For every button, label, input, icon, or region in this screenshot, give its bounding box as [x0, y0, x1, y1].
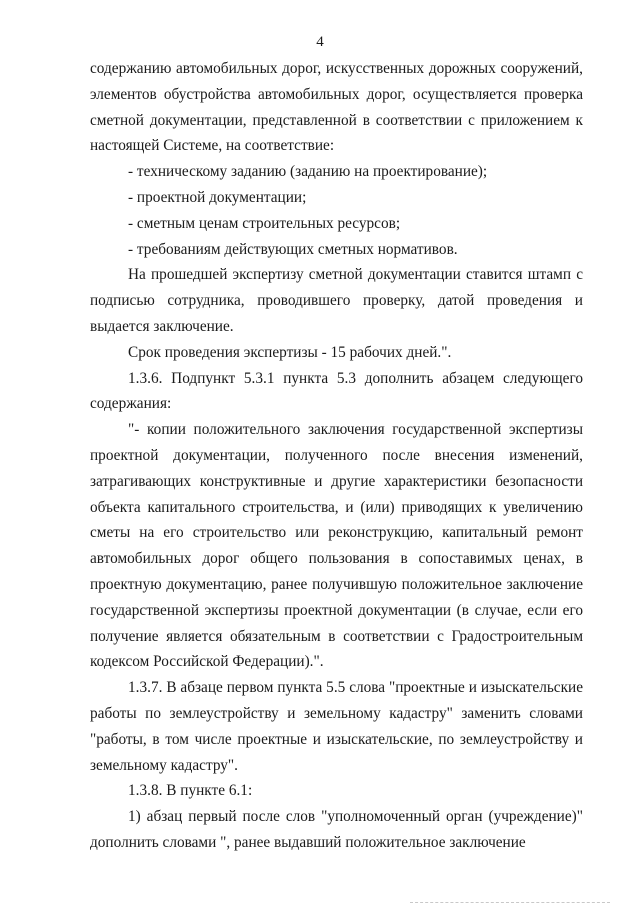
paragraph-1-3-8: 1.3.8. В пункте 6.1: — [128, 782, 253, 800]
paragraph-stamp: На прошедшей экспертизу сметной документации ставится штамп с подписью сотрудника, проводившего проверку, датой проведения и выдается заключение. — [90, 266, 583, 335]
list-item: - техническому заданию (заданию на проектирование); — [128, 163, 488, 181]
paragraph-1-3-6: 1.3.6. Подпункт 5.3.1 пункта 5.3 дополнить абзацем следующего содержания: — [90, 369, 583, 413]
paragraph-item-1: 1) абзац первый после слов "уполномоченный орган (учреждение)" дополнить словами ", ранее выдавший положительное заключение — [90, 808, 583, 851]
scan-edge-marks — [410, 899, 610, 903]
page-number: 4 — [316, 34, 324, 50]
list-item: - сметным ценам строительных ресурсов; — [128, 214, 401, 232]
paragraph-quoted-addition: "- копии положительного заключения государственной экспертизы проектной документации, полученного после внесения изменений, затрагивающих конструктивные и другие характеристики безопасности объекта капитального строительства, и (или) приводящих к увеличению сметы на его строительство или реконструкцию, капитальный ремонт автомобильных дорог общего пользования в сопоставимых ценах, в проектную документацию, ранее получившую положительное заключение государственной экспертизы проектной документации (в случае, если его получение является обязательным в соответствии с Градостроительным кодексом Российской Федерации).". — [90, 421, 583, 671]
document-body — [90, 56, 583, 856]
paragraph-term: Срок проведения экспертизы - 15 рабочих дней.". — [128, 343, 452, 361]
paragraph-expertise-continuation: содержанию автомобильных дорог, искусственных дорожных сооружений, элементов обустройства автомобильных дорог, осуществляется проверка сметной документации, представленной в соответствии с приложением к настоящей Системе, на соответствие: — [90, 60, 583, 155]
list-item: - проектной документации; — [128, 188, 307, 206]
paragraph-1-3-7: 1.3.7. В абзаце первом пункта 5.5 слова "проектные и изыскательские работы по землеустройству и земельному кадастру" заменить словами "работы, в том числе проектные и изыскательские, по землеустройству и земельному кадастру". — [90, 679, 583, 774]
list-item: - требованиям действующих сметных нормативов. — [128, 240, 458, 258]
